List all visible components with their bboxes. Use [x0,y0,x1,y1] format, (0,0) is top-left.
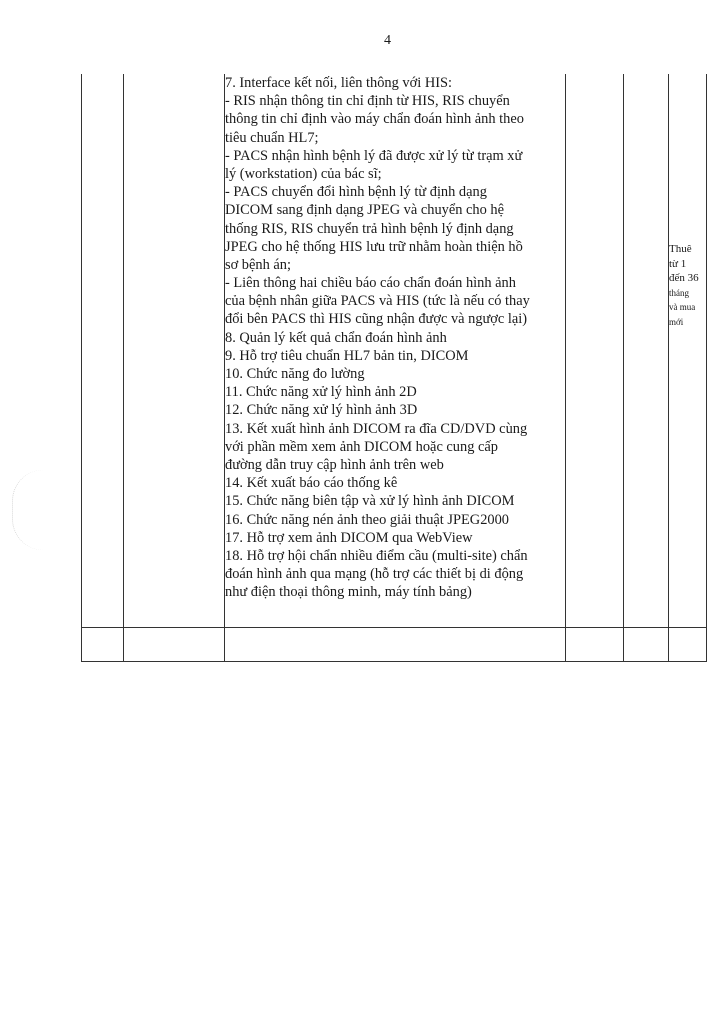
requirement-line: của bệnh nhân giữa PACS và HIS (tức là nếu có thay [225,293,530,310]
procurement-note-cell [669,242,707,329]
table-row-divider [81,627,707,628]
requirement-line: 13. Kết xuất hình ảnh DICOM ra đĩa CD/DVD cùng [225,420,528,437]
note-line: tháng [669,287,689,298]
note-line: và mua [669,302,696,312]
note-line: đến 36 [669,272,699,284]
table-border-bottom [81,661,707,662]
requirement-line: thông tin chỉ định vào máy chẩn đoán hình ảnh theo [225,111,524,128]
requirement-line: JPEG cho hệ thống HIS lưu trữ nhằm hoàn thiện hồ [225,238,523,255]
requirement-line: - PACS nhận hình bệnh lý đã được xử lý từ trạm xử [225,147,523,164]
table-column-divider [565,74,566,662]
requirement-line: 15. Chức năng biên tập và xử lý hình ảnh DICOM [225,493,515,510]
requirement-line: 9. Hỗ trợ tiêu chuẩn HL7 bản tin, DICOM [225,347,469,364]
note-line: Thuê [669,243,692,255]
requirement-line: 12. Chức năng xử lý hình ảnh 3D [225,402,418,419]
table-border-right [706,74,707,662]
note-line: từ 1 [669,257,687,270]
table-column-divider [668,74,669,662]
requirement-line: 10. Chức năng đo lường [225,366,365,382]
requirements-cell [225,74,565,601]
requirement-line: đường dẫn truy cập hình ảnh trên web [225,456,444,473]
requirement-line: - RIS nhận thông tin chỉ định từ HIS, RIS chuyển [225,93,510,110]
requirement-line: 7. Interface kết nối, liên thông với HIS: [225,75,453,91]
requirement-line: đoán hình ảnh qua mạng (hỗ trợ các thiết bị di động [225,566,524,583]
requirement-line: tiêu chuẩn HL7; [225,129,319,146]
requirement-line: 8. Quản lý kết quả chẩn đoán hình ảnh [225,329,447,346]
faint-stamp-mark [12,470,43,550]
requirement-line: 16. Chức năng nén ảnh theo giải thuật JPEG2000 [225,511,509,528]
requirement-line: 18. Hỗ trợ hội chẩn nhiều điểm cầu (multi-site) chẩn [225,547,528,564]
table-column-divider [623,74,624,662]
requirement-line: thống RIS, RIS chuyển trả hình bệnh lý định dạng [225,220,514,237]
requirement-line: như điện thoại thông minh, máy tính bảng) [225,584,472,601]
requirement-line: lý (workstation) của bác sĩ; [225,165,382,182]
table-column-divider [123,74,124,662]
requirement-line: 11. Chức năng xử lý hình ảnh 2D [225,384,417,401]
requirement-line: 14. Kết xuất báo cáo thống kê [225,475,398,492]
page-number: 4 [384,33,391,48]
requirement-line: với phần mềm xem ảnh DICOM hoặc cung cấp [225,438,498,455]
requirements-table [81,74,707,662]
requirement-line: 17. Hỗ trợ xem ảnh DICOM qua WebView [225,529,473,546]
requirement-line: - PACS chuyển đổi hình bệnh lý từ định dạng [225,184,487,201]
note-line: mới [669,316,684,327]
requirement-line: - Liên thông hai chiều báo cáo chẩn đoán hình ảnh [225,275,516,292]
table-border-left [81,74,82,662]
requirement-line: đổi bên PACS thì HIS cũng nhận được và ngược lại) [225,311,528,328]
requirement-line: sơ bệnh án; [225,256,291,273]
requirement-line: DICOM sang định dạng JPEG và chuyển cho hệ [225,202,504,219]
